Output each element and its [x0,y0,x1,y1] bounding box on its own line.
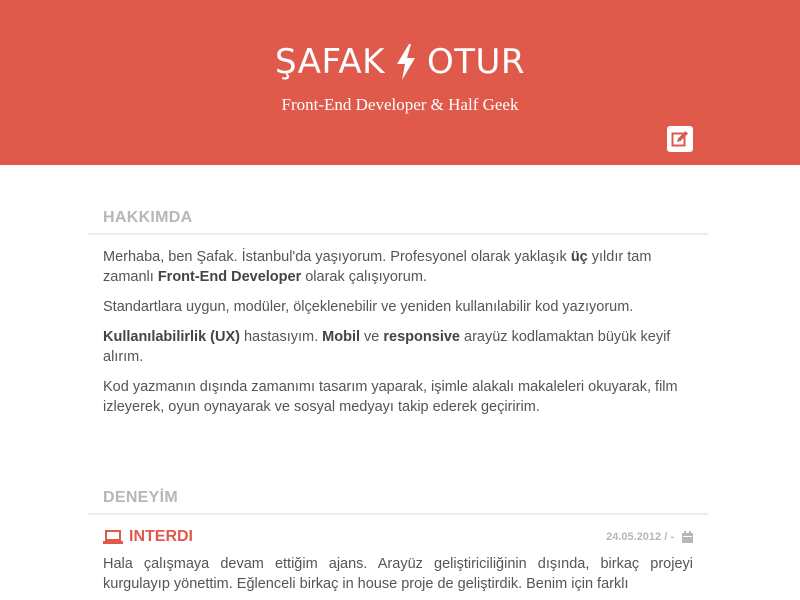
experience-title: DENEYİM [88,483,708,515]
subtitle: Front-End Developer & Half Geek [281,95,519,114]
job-date [606,531,693,543]
about-section [88,203,708,427]
experience-section [88,483,708,594]
site-title [0,42,800,82]
name-first: ŞAFAK [274,42,385,82]
date-range: 24.05.2012 / - [606,531,674,543]
calendar-icon [682,531,693,543]
lightning-icon [395,44,417,80]
header [0,0,800,165]
edit-icon [671,130,689,148]
job-description: Hala çalışmaya devam ettiğim ajans. Arayüz geliştiriciliğinin dışında, birkaç projeyi kurgulayıp yönettim. Eğlenceli birkaç in house proje de geliştirdik. Benim için farklı [103,556,693,592]
about-paragraph: Kod yazmanın dışında zamanımı tasarım yaparak, işimle alakalı makaleleri okuyarak, film izleyerek, oyun oynayarak ve sosyal medyayı takip ederek geçiririm. [103,379,678,415]
name-last: OTUR [426,42,525,82]
about-title: HAKKIMDA [88,203,708,235]
about-text [88,235,708,417]
edit-button[interactable] [667,126,693,152]
about-paragraph: Standartlara uygun, modüler, ölçeklenebilir ve yeniden kullanılabilir kod yazıyorum. [103,299,634,315]
job-title [103,528,193,546]
job-header [88,515,708,546]
company-name: INTERDI [129,528,193,545]
about-paragraph: Kullanılabilirlik (UX) hastasıyım. Mobil ve responsive arayüz kodlamaktan büyük keyif alırım. [103,329,671,365]
laptop-icon [103,530,123,544]
about-paragraph: Merhaba, ben Şafak. İstanbul'da yaşıyorum. Profesyonel olarak yaklaşık üç yıldır tam zamanlı Front-End Developer olarak çalışıyorum. [103,249,652,285]
